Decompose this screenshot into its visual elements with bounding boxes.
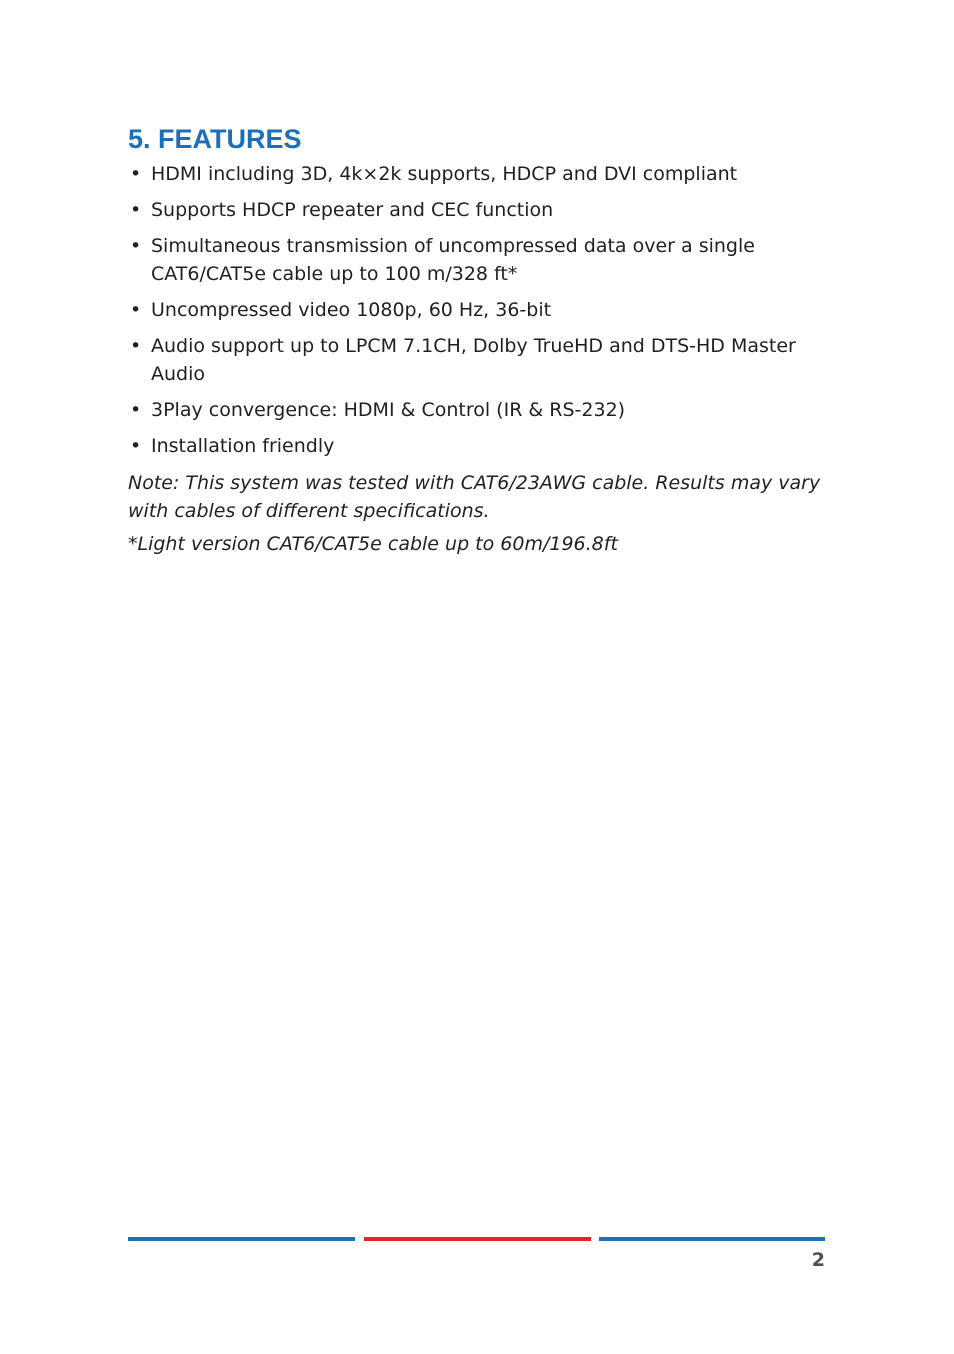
feature-text: Uncompressed video 1080p, 60 Hz, 36-bit xyxy=(151,299,552,321)
list-item xyxy=(128,232,828,288)
list-item xyxy=(128,396,828,424)
section-title: 5. FEATURES xyxy=(128,124,302,154)
footer-bar-right xyxy=(599,1237,825,1241)
test-note: Note: This system was tested with CAT6/23AWG cable. Results may vary with cables of different specifications. xyxy=(128,472,821,522)
feature-text: 3Play convergence: HDMI & Control (IR & RS-232) xyxy=(151,399,626,421)
list-item xyxy=(128,196,828,224)
feature-text: Installation friendly xyxy=(151,435,335,457)
bullet-icon: • xyxy=(130,199,142,221)
bullet-icon: • xyxy=(130,335,142,357)
bullet-icon: • xyxy=(130,399,142,421)
footer-bar-left xyxy=(128,1237,355,1241)
feature-text: Simultaneous transmission of uncompressed data over a single CAT6/CAT5e cable up to 100 m/328 ft* xyxy=(151,235,755,285)
light-version-note: *Light version CAT6/CAT5e cable up to 60m/196.8ft xyxy=(128,533,618,555)
list-item xyxy=(128,332,828,388)
page-number: 2 xyxy=(811,1249,825,1271)
footer-bar-middle xyxy=(364,1237,591,1241)
bullet-icon: • xyxy=(130,163,142,185)
bullet-icon: • xyxy=(130,299,142,321)
bullet-icon: • xyxy=(130,435,142,457)
feature-text: HDMI including 3D, 4k×2k supports, HDCP and DVI compliant xyxy=(151,163,738,185)
feature-list xyxy=(128,160,828,468)
list-item xyxy=(128,296,828,324)
feature-text: Audio support up to LPCM 7.1CH, Dolby TrueHD and DTS-HD Master Audio xyxy=(151,335,796,385)
bullet-icon: • xyxy=(130,235,142,257)
feature-text: Supports HDCP repeater and CEC function xyxy=(151,199,554,221)
list-item xyxy=(128,160,828,188)
list-item xyxy=(128,432,828,460)
